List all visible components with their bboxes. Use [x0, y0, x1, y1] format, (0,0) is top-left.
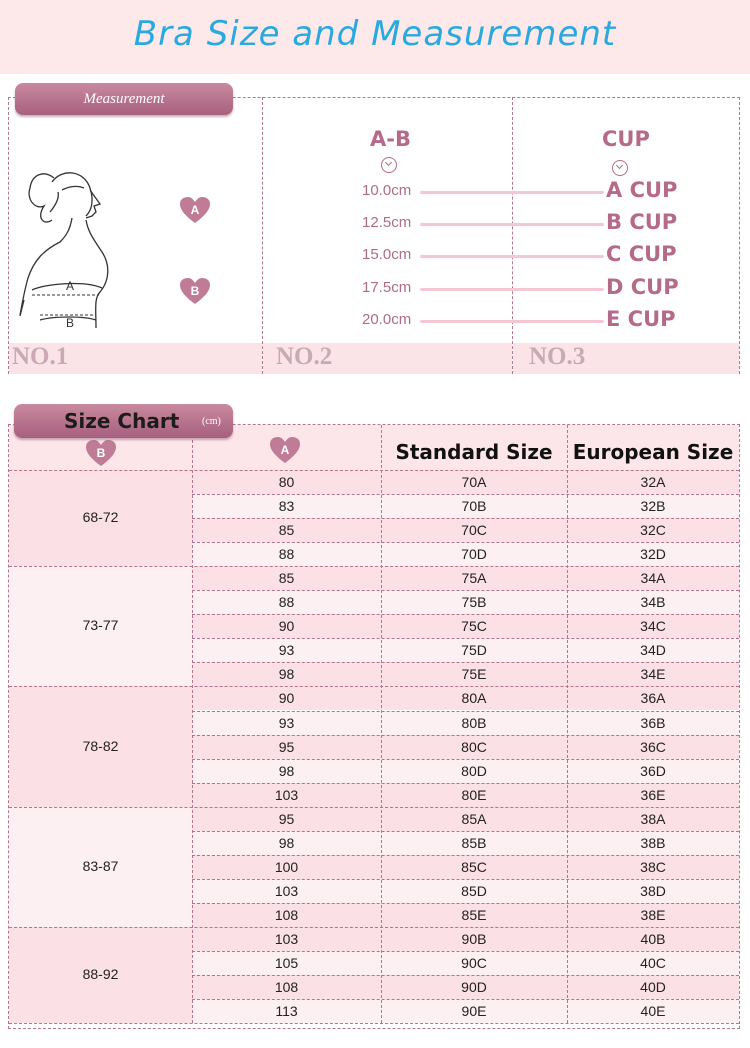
european-size-value: 38B [640, 834, 666, 851]
row-divider [192, 614, 739, 615]
standard-size-value: 75A [461, 570, 487, 587]
standard-size-value: 70D [461, 546, 487, 563]
standard-size-value: 75E [461, 666, 487, 683]
standard-size-value: 85B [461, 834, 487, 851]
panel-label-1: NO.1 [12, 343, 69, 370]
row-divider [192, 662, 739, 663]
standard-size-value: 90E [461, 1003, 487, 1020]
row-divider [192, 735, 739, 736]
ab-diff-value: 12.5cm [362, 214, 412, 231]
row-divider [192, 999, 739, 1000]
ab-diff-value: 15.0cm [362, 246, 412, 263]
connector-line [420, 191, 604, 194]
svg-text:A: A [190, 203, 200, 217]
european-size-value: 32D [640, 546, 666, 563]
european-size-value: 40C [640, 955, 666, 971]
european-size-value: 32B [640, 498, 666, 515]
cup-label: D CUP [606, 275, 679, 299]
standard-size-value: 90C [461, 955, 487, 971]
a-value: 95 [278, 738, 295, 755]
b-range-value: 88-92 [82, 966, 119, 983]
a-value: 93 [278, 714, 295, 731]
a-value: 98 [278, 834, 295, 851]
row-divider [9, 470, 739, 471]
european-size-value: 34B [640, 594, 666, 611]
panel-divider [512, 97, 513, 374]
row-divider [192, 879, 739, 880]
connector-line [420, 288, 604, 291]
heart-a-icon [180, 197, 210, 225]
row-divider [192, 831, 739, 832]
standard-size-value: 85C [461, 858, 487, 875]
standard-size-value: 80A [461, 690, 487, 707]
row-divider [9, 927, 739, 928]
european-size-value: 32C [640, 522, 666, 539]
cup-label: E CUP [606, 307, 676, 331]
connector-line [420, 255, 604, 258]
row-divider [192, 711, 739, 712]
connector-line [420, 223, 604, 226]
european-size-value: 40E [640, 1003, 666, 1020]
chevron-down-icon [381, 157, 397, 173]
standard-size-value: 90D [461, 979, 487, 996]
row-divider [192, 590, 739, 591]
standard-size-value: 70A [461, 474, 487, 490]
heart-b-icon [180, 278, 210, 306]
svg-text:B: B [190, 284, 200, 298]
figure-label-a: A [66, 279, 75, 293]
heart-a-icon [270, 437, 300, 465]
svg-text:B: B [96, 446, 106, 460]
size-chart-unit: (cm) [202, 416, 221, 427]
row-divider [192, 518, 739, 519]
european-size-value: 32A [640, 474, 666, 490]
a-value: 98 [278, 666, 295, 683]
a-value: 103 [274, 882, 299, 899]
european-size-value: 34D [640, 642, 666, 659]
connector-line [420, 320, 604, 323]
european-size-value: 38D [640, 882, 666, 899]
row-divider [192, 494, 739, 495]
body-figure-illustration [14, 160, 129, 342]
panel-label-3: NO.3 [529, 343, 586, 370]
row-divider [192, 903, 739, 904]
european-size-value: 36C [640, 738, 666, 755]
a-value: 85 [278, 570, 295, 587]
standard-size-value: 70B [461, 498, 487, 515]
measurement-header: Measurement [15, 83, 233, 115]
standard-size-value: 80D [461, 762, 487, 779]
row-divider [192, 783, 739, 784]
a-value: 113 [275, 1003, 298, 1020]
row-divider [192, 542, 739, 543]
cup-label: A CUP [606, 178, 678, 202]
standard-size-value: 70C [461, 522, 487, 539]
a-value: 105 [274, 955, 299, 971]
standard-size-value: 80C [461, 738, 487, 755]
european-size-value: 38C [640, 858, 666, 875]
row-divider [192, 951, 739, 952]
size-chart-title: Size Chart [64, 409, 180, 433]
cup-label: C CUP [606, 242, 677, 266]
ab-header: A-B [370, 127, 411, 151]
b-range-value: 83-87 [82, 857, 119, 874]
row-divider [192, 975, 739, 976]
row-divider [9, 566, 739, 567]
heart-b-icon [86, 440, 116, 468]
standard-size-value: 75C [461, 618, 487, 635]
row-divider [192, 759, 739, 760]
a-value: 90 [278, 618, 295, 635]
row-divider [192, 855, 739, 856]
page-title: Bra Size and Measurement [133, 14, 617, 54]
standard-size-value: 75B [461, 594, 487, 611]
standard-size-value: 90B [461, 930, 487, 947]
european-size-value: 38A [640, 810, 666, 827]
figure-label-b: B [66, 316, 75, 330]
chevron-down-icon [612, 160, 628, 176]
a-value: 85 [278, 522, 295, 539]
a-value: 90 [278, 690, 295, 707]
european-size-value: 38E [640, 906, 666, 923]
standard-size-value: 75D [461, 642, 487, 659]
a-value: 108 [274, 979, 299, 996]
a-value: 93 [278, 642, 295, 659]
standard-size-value: 80B [461, 714, 487, 731]
a-value: 108 [274, 906, 299, 923]
col-header-european: European Size [572, 440, 734, 464]
a-value: 98 [278, 762, 295, 779]
row-divider [192, 638, 739, 639]
european-size-value: 40B [640, 930, 666, 947]
a-value: 100 [274, 858, 299, 875]
size-chart-header [14, 404, 233, 438]
a-value: 88 [278, 594, 295, 611]
cup-header: CUP [602, 127, 650, 151]
ab-diff-value: 10.0cm [362, 182, 412, 199]
row-divider [9, 1023, 739, 1024]
a-value: 95 [278, 810, 295, 827]
svg-text:A: A [280, 443, 290, 457]
a-value: 103 [274, 930, 299, 947]
b-range-value: 73-77 [82, 617, 119, 634]
a-value: 80 [278, 474, 295, 490]
european-size-value: 34A [640, 570, 666, 587]
european-size-value: 36D [640, 762, 666, 779]
cup-label: B CUP [606, 210, 678, 234]
b-range-value: 68-72 [82, 509, 119, 526]
row-divider [9, 686, 739, 687]
a-value: 103 [274, 786, 299, 803]
standard-size-value: 85E [461, 906, 487, 923]
standard-size-value: 85A [461, 810, 487, 827]
european-size-value: 40D [640, 979, 666, 996]
b-range-value: 78-82 [82, 737, 119, 754]
european-size-value: 34E [640, 666, 666, 683]
ab-diff-value: 17.5cm [362, 279, 412, 296]
european-size-value: 34C [640, 618, 666, 635]
a-value: 88 [278, 546, 295, 563]
col-header-standard: Standard Size [395, 440, 553, 464]
ab-diff-value: 20.0cm [362, 311, 412, 328]
row-divider [9, 807, 739, 808]
a-value: 83 [278, 498, 295, 515]
standard-size-value: 85D [461, 882, 487, 899]
panel-divider [262, 97, 263, 374]
european-size-value: 36B [640, 714, 666, 731]
european-size-value: 36A [640, 690, 666, 707]
panel-label-2: NO.2 [276, 343, 333, 370]
standard-size-value: 80E [461, 786, 487, 803]
european-size-value: 36E [640, 786, 666, 803]
